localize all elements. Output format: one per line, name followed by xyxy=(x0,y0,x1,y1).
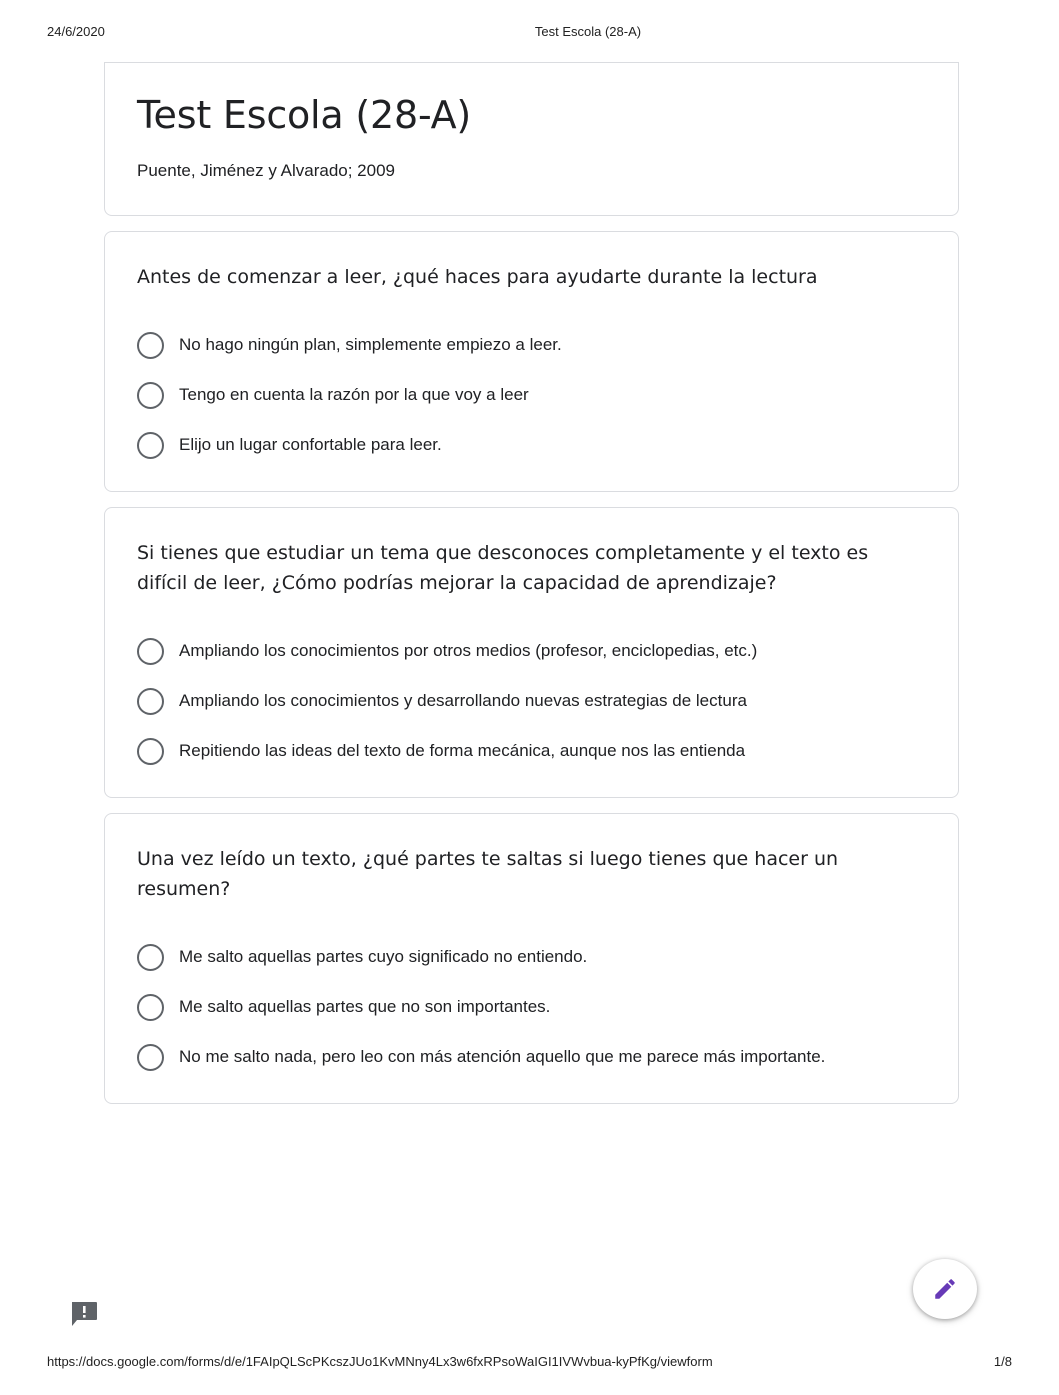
radio-button[interactable] xyxy=(137,382,164,409)
option-item[interactable] xyxy=(137,370,562,420)
option-label: Ampliando los conocimientos por otros medios (profesor, enciclopedias, etc.) xyxy=(179,641,758,660)
radio-button[interactable] xyxy=(137,432,164,459)
radio-button[interactable] xyxy=(137,1044,164,1071)
option-item[interactable] xyxy=(137,320,562,370)
question-card xyxy=(104,813,959,1104)
option-label: Tengo en cuenta la razón por la que voy a leer xyxy=(179,385,529,404)
radio-button[interactable] xyxy=(137,638,164,665)
pencil-icon xyxy=(932,1276,958,1302)
edit-button[interactable] xyxy=(913,1259,977,1319)
question-title: Antes de comenzar a leer, ¿qué haces para ayudarte durante la lectura xyxy=(137,266,818,288)
option-item[interactable] xyxy=(137,676,757,726)
option-label: Me salto aquellas partes cuyo significado no entiendo. xyxy=(179,947,588,966)
print-title: Test Escola (28-A) xyxy=(534,24,642,39)
options-group xyxy=(137,626,757,776)
radio-button[interactable] xyxy=(137,944,164,971)
option-label: Elijo un lugar confortable para leer. xyxy=(179,435,442,454)
question-card xyxy=(104,231,959,492)
radio-button[interactable] xyxy=(137,688,164,715)
page-number: 1/8 xyxy=(993,1354,1012,1369)
option-item[interactable] xyxy=(137,932,825,982)
option-label: Repitiendo las ideas del texto de forma mecánica, aunque nos las entienda xyxy=(179,741,746,760)
question-card xyxy=(104,507,959,798)
feedback-icon[interactable] xyxy=(69,1300,99,1328)
option-item[interactable] xyxy=(137,982,825,1032)
option-item[interactable] xyxy=(137,626,757,676)
form-description: Puente, Jiménez y Alvarado; 2009 xyxy=(137,161,395,180)
radio-button[interactable] xyxy=(137,332,164,359)
option-item[interactable] xyxy=(137,726,757,776)
radio-button[interactable] xyxy=(137,738,164,765)
radio-button[interactable] xyxy=(137,994,164,1021)
form-header-card xyxy=(104,62,959,216)
print-url: https://docs.google.com/forms/d/e/1FAIpQLScPKcszJUo1KvMNny4Lx3w6fxRPsoWaIGI1IVWvbua-kyPfKg/viewform xyxy=(47,1354,713,1369)
print-date: 24/6/2020 xyxy=(47,24,105,39)
question-title: Si tienes que estudiar un tema que desconoces completamente y el texto es difícil de leer, ¿Cómo podrías mejorar la capacidad de aprendizaje? xyxy=(137,542,869,594)
print-footer xyxy=(0,1354,1059,1374)
option-label: Me salto aquellas partes que no son importantes. xyxy=(179,997,551,1016)
form-title: Test Escola (28-A) xyxy=(137,93,472,137)
options-group xyxy=(137,932,825,1082)
question-title: Una vez leído un texto, ¿qué partes te saltas si luego tienes que hacer un resumen? xyxy=(137,848,839,900)
options-group xyxy=(137,320,562,470)
option-item[interactable] xyxy=(137,1032,825,1082)
option-label: Ampliando los conocimientos y desarrollando nuevas estrategias de lectura xyxy=(179,691,747,710)
option-label: No hago ningún plan, simplemente empiezo a leer. xyxy=(179,335,562,354)
option-item[interactable] xyxy=(137,420,562,470)
print-header xyxy=(0,24,1059,44)
option-label: No me salto nada, pero leo con más atención aquello que me parece más importante. xyxy=(179,1047,826,1066)
